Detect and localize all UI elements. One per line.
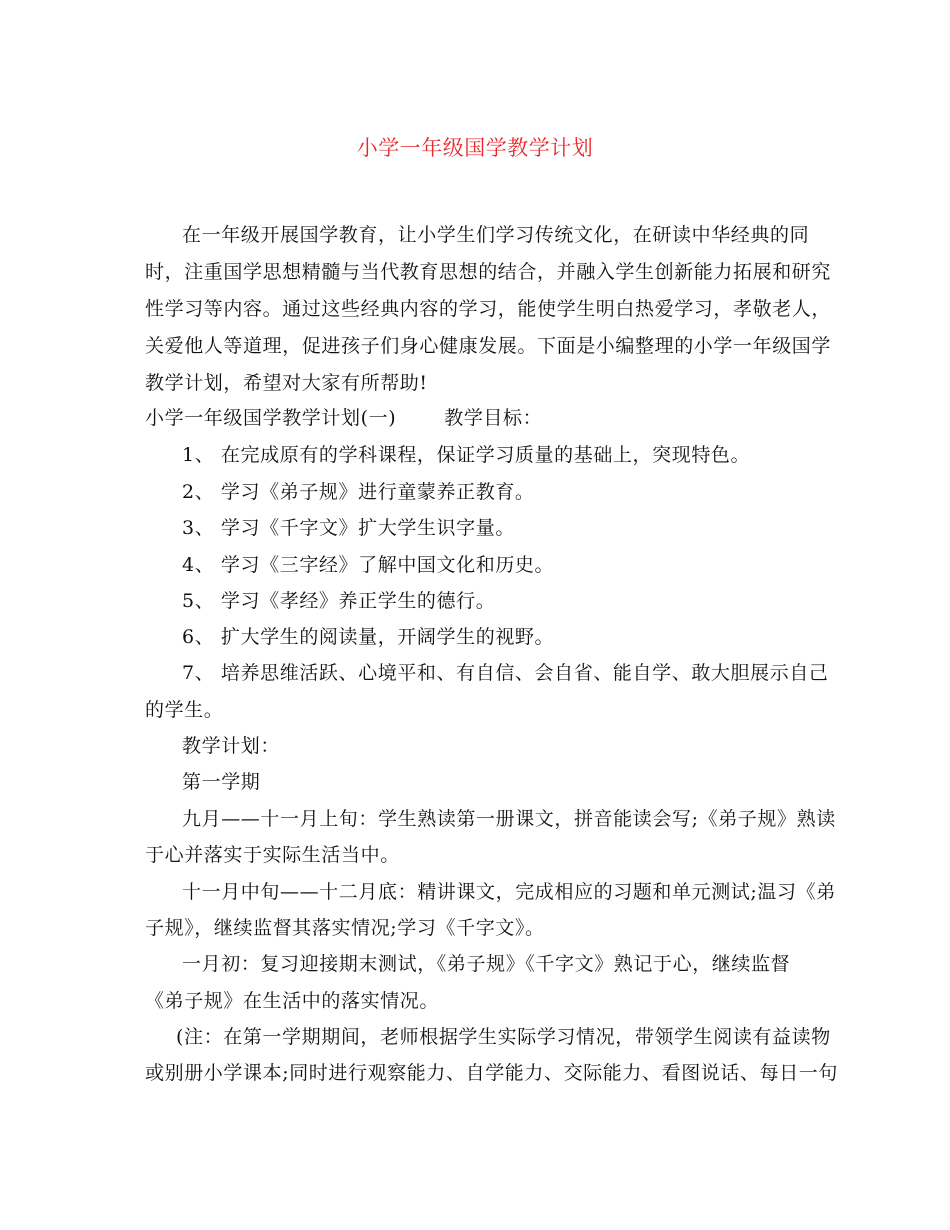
section-heading-line xyxy=(145,405,542,431)
intro-line: 在一年级开展国学教育，让小学生们学习传统文化，在研读中华经典的同 xyxy=(182,224,810,246)
document-title: 小学一年级国学教学计划 xyxy=(356,136,594,160)
goal-item: 7、 培养思维活跃、心境平和、有自信、会自省、能自学、敢大胆展示自己 xyxy=(182,662,829,684)
goal-item: 6、 扩大学生的阅读量，开阔学生的视野。 xyxy=(182,626,555,648)
goal-item: 1、 在完成原有的学科课程，保证学习质量的基础上，突现特色。 xyxy=(182,444,751,466)
intro-line: 性学习等内容。通过这些经典内容的学习，能使学生明白热爱学习，孝敬老人， xyxy=(145,298,832,320)
goal-item: 3、 学习《千字文》扩大学生识字量。 xyxy=(182,517,515,539)
schedule-line: (注：在第一学期期间，老师根据学生实际学习情况，带领学生阅读有益读物 xyxy=(176,1026,831,1048)
goal-item: 5、 学习《孝经》养正学生的德行。 xyxy=(182,590,496,612)
goal-item: 4、 学习《三字经》了解中国文化和历史。 xyxy=(182,554,555,576)
intro-line: 教学计划，希望对大家有所帮助! xyxy=(145,372,428,394)
term-heading: 第一学期 xyxy=(182,771,261,793)
section-heading: 小学一年级国学教学计划(一) xyxy=(145,407,397,429)
intro-line: 关爱他人等道理，促进孩子们身心健康发展。下面是小编整理的小学一年级国学 xyxy=(145,335,832,357)
schedule-line: 《弟子规》在生活中的落实情况。 xyxy=(145,990,440,1012)
schedule-line: 一月初：复习迎接期末测试，《弟子规》《千字文》熟记于心，继续监督 xyxy=(182,953,791,975)
plan-heading: 教学计划： xyxy=(182,735,281,757)
goal-item-continued: 的学生。 xyxy=(145,699,224,721)
goal-item: 2、 学习《弟子规》进行童蒙养正教育。 xyxy=(182,481,535,503)
schedule-line: 子规》，继续监督其落实情况;学习《千字文》。 xyxy=(145,917,545,939)
schedule-line: 十一月中旬——十二月底：精讲课文，完成相应的习题和单元测试;温习《弟 xyxy=(182,881,836,903)
schedule-line: 或别册小学课本;同时进行观察能力、自学能力、交际能力、看图说话、每日一句 xyxy=(145,1062,839,1084)
schedule-line: 九月——十一月上旬：学生熟读第一册课文，拼音能读会写;《弟子规》熟读 xyxy=(182,808,836,830)
goals-heading: 教学目标： xyxy=(444,407,543,429)
intro-line: 时，注重国学思想精髓与当代教育思想的结合，并融入学生创新能力拓展和研究 xyxy=(145,261,832,283)
schedule-line: 于心并落实于实际生活当中。 xyxy=(145,844,400,866)
